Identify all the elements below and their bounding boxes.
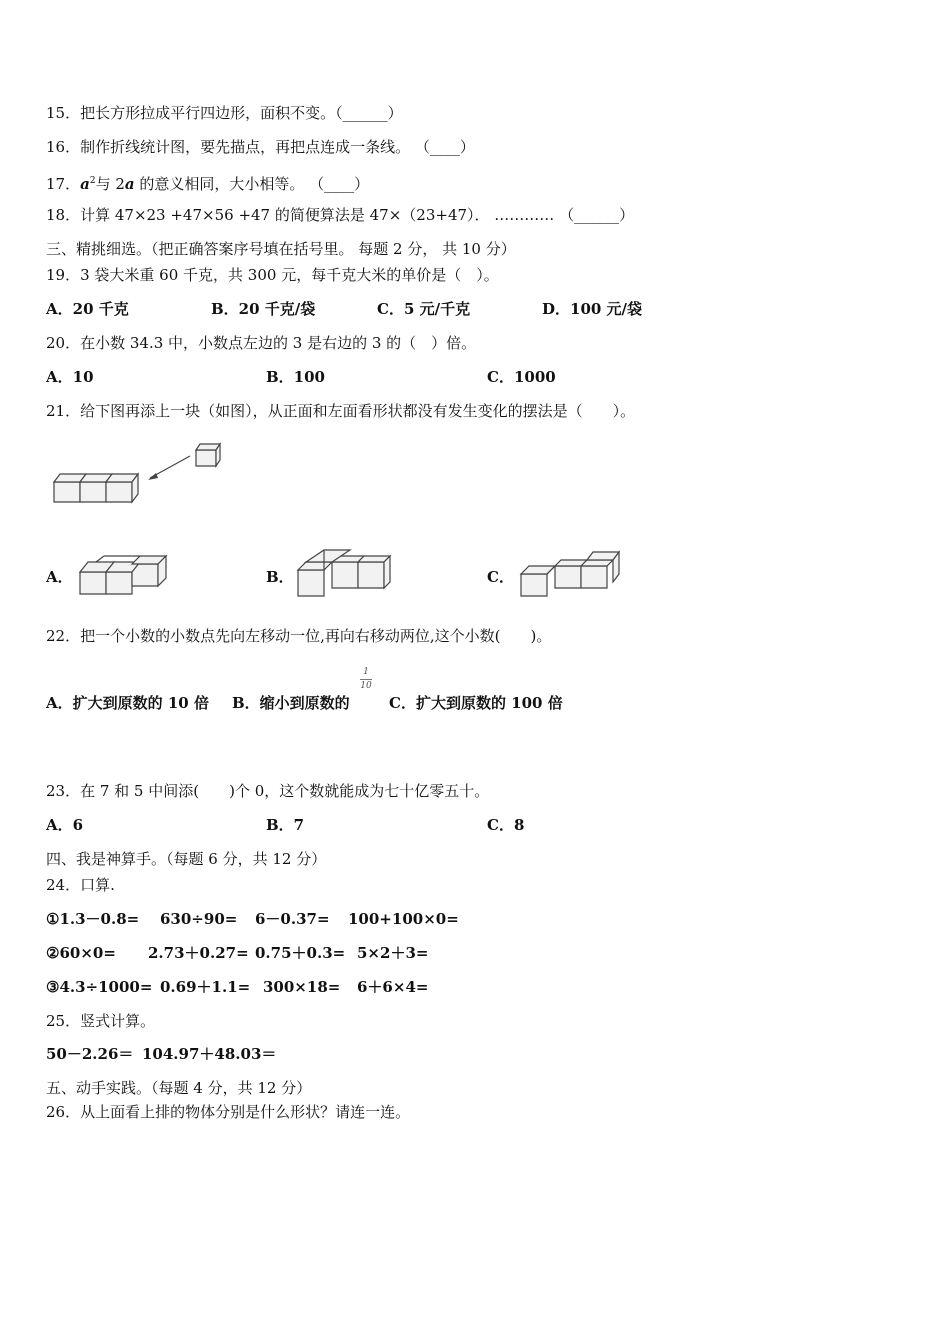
question-17	[46, 171, 369, 194]
question-24-stem: 24．口算.	[46, 876, 115, 894]
q22-fraction	[358, 667, 374, 691]
q24-item: 630÷90=	[160, 910, 238, 928]
q24-item: 6＋6×4=	[357, 978, 429, 996]
question-15: 15．把长方形拉成平行四边形，面积不变。（______）	[46, 104, 403, 122]
q23-option-a: A．6	[46, 816, 84, 834]
section-4-heading: 四、我是神算手。（每题 6 分，共 12 分）	[46, 850, 327, 868]
q19-option-b: B．20 千克/袋	[211, 300, 316, 318]
q24-item: 0.75＋0.3=	[255, 944, 346, 962]
q23-option-b: B．7	[266, 816, 305, 834]
q21-cube-figure	[50, 436, 240, 508]
question-26-stem: 26．从上面看上排的物体分别是什么形状？请连一连。	[46, 1103, 411, 1121]
q19-option-c: C．5 元/千克	[377, 300, 471, 318]
q17-mid: 与 2	[95, 175, 125, 193]
q24-item: 5×2＋3=	[357, 944, 429, 962]
q21-option-c-figure	[517, 548, 627, 600]
q21-option-a-figure	[76, 550, 180, 600]
q25-item: 50－2.26＝	[46, 1045, 134, 1063]
q17-prefix: 17．	[46, 175, 81, 193]
question-18: 18．计算 47×23 +47×56 +47 的简便算法是 47×（23+47）． ………… （______）	[46, 206, 635, 224]
question-21-stem: 21．给下图再添上一块（如图），从正面和左面看形状都没有发生变化的摆法是（ ）。	[46, 402, 636, 420]
q23-option-c: C．8	[487, 816, 525, 834]
q22-option-a: A．扩大到原数的 10 倍	[46, 694, 209, 712]
question-23-stem: 23．在 7 和 5 中间添( )个 0，这个数就能成为七十亿零五十。	[46, 782, 490, 800]
q25-item: 104.97＋48.03＝	[142, 1045, 277, 1063]
q21-option-a-label: A．	[46, 568, 73, 586]
question-22-stem: 22．把一个小数的小数点先向左移动一位,再向右移动两位,这个小数( )。	[46, 627, 552, 645]
q17-superscript: 2	[89, 176, 96, 186]
q22-fraction-numerator: 1	[363, 667, 369, 677]
q17-var-a2: a	[124, 175, 135, 193]
section-3-heading: 三、精挑细选。（把正确答案序号填在括号里。 每题 2 分， 共 10 分）	[46, 240, 516, 258]
question-16: 16．制作折线统计图，要先描点，再把点连成一条线。 （____）	[46, 138, 475, 156]
q22-option-c: C．扩大到原数的 100 倍	[389, 694, 563, 712]
question-19-stem: 19．3 袋大米重 60 千克，共 300 元，每千克大米的单价是（ ）。	[46, 266, 499, 284]
q22-fraction-denominator: 10	[360, 681, 372, 691]
question-20-stem: 20．在小数 34.3 中，小数点左边的 3 是右边的 3 的（ ）倍。	[46, 334, 477, 352]
question-25-stem: 25．竖式计算。	[46, 1012, 156, 1030]
q20-option-c: C．1000	[487, 368, 556, 386]
q22-option-b: B．缩小到原数的	[232, 694, 350, 712]
q20-option-a: A．10	[46, 368, 94, 386]
q24-item: 100+100×0=	[348, 910, 459, 928]
q24-item: 2.73＋0.27=	[148, 944, 249, 962]
section-5-heading: 五、动手实践。（每题 4 分，共 12 分）	[46, 1079, 312, 1097]
q21-option-b-figure	[294, 544, 404, 600]
q19-option-d: D．100 元/袋	[542, 300, 643, 318]
q17-post: 的意义相同，大小相等。 （____）	[134, 175, 370, 193]
q24-item: ①1.3－0.8=	[46, 910, 140, 928]
q17-var-a: a	[80, 175, 90, 193]
q24-item: 300×18=	[263, 978, 341, 996]
q21-option-c-label: C．	[487, 568, 514, 586]
q24-item: ②60×0=	[46, 944, 116, 962]
q21-option-b-label: B．	[266, 568, 294, 586]
q20-option-b: B．100	[266, 368, 325, 386]
q24-item: 0.69＋1.1=	[160, 978, 251, 996]
q24-item: 6－0.37=	[255, 910, 330, 928]
q24-item: ③4.3÷1000=	[46, 978, 153, 996]
q19-option-a: A．20 千克	[46, 300, 129, 318]
